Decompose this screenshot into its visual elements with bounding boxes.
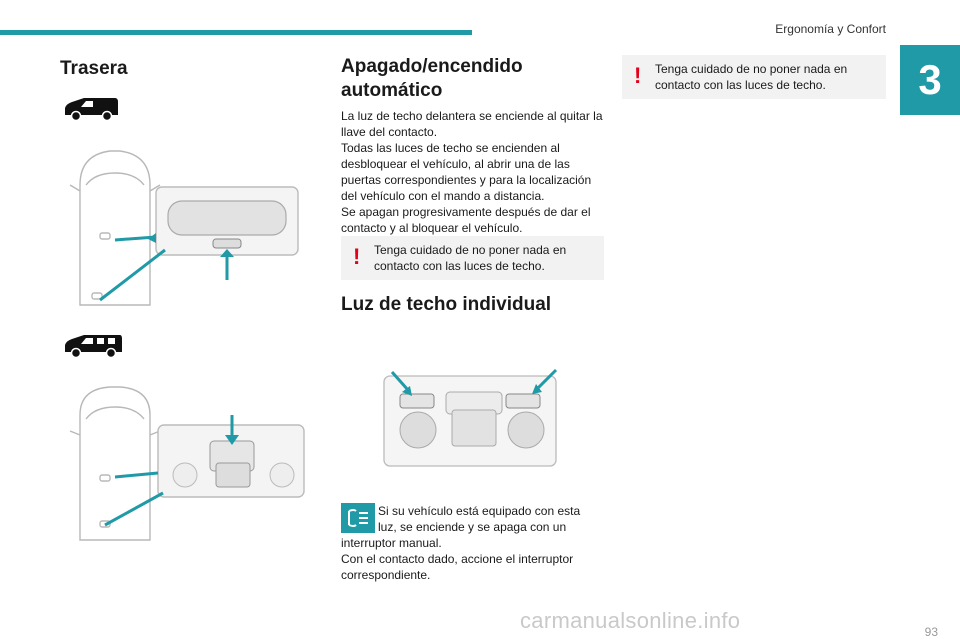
warning-box-1 <box>341 236 604 280</box>
rear-lamp-diagram-long <box>60 385 310 545</box>
header-accent-bar <box>0 30 472 35</box>
watermark: carmanualsonline.info <box>520 608 741 633</box>
warning-text-1: Tenga cuidado de no poner nada en contacto con las luces de techo. <box>374 243 567 273</box>
heading-luz-individual: Luz de techo individual <box>341 294 552 315</box>
heading-trasera: Trasera <box>60 58 128 79</box>
heading-apagado-encendido: Apagado/encendido automático <box>341 56 523 101</box>
paragraph-automatic: La luz de techo delantera se enciende al quitar la llave del contacto. Todas las luces de techo se encienden al desbloquear el vehículo, al abrir una de las puertas correspondientes y para la localización del vehículo con el mando a distancia. Se apagan progresivamente después de dar el contacto y al bloquear el vehículo. <box>341 109 603 235</box>
note-line-2: luz, se enciende y se apaga con un <box>378 520 567 534</box>
warning-exclamation-icon: ! <box>634 63 642 88</box>
section-title: Ergonomía y Confort <box>775 22 886 36</box>
chapter-tab: 3 <box>900 45 960 115</box>
warning-exclamation-icon: ! <box>353 244 361 269</box>
note-rest: interruptor manual. Con el contacto dado, accione el interruptor correspondiente. <box>341 536 574 582</box>
warning-text-2: Tenga cuidado de no poner nada en contacto con las luces de techo. <box>655 62 848 92</box>
van-long-icon <box>62 332 124 360</box>
rear-lamp-diagram-short <box>60 145 310 315</box>
note-paragraph <box>341 503 603 583</box>
individual-lamp-illustration <box>380 366 560 470</box>
note-line-1: Si su vehículo está equipado con esta <box>378 504 581 518</box>
warning-box-2 <box>622 55 886 99</box>
page-number: 93 <box>924 625 938 639</box>
van-short-icon <box>62 96 120 122</box>
